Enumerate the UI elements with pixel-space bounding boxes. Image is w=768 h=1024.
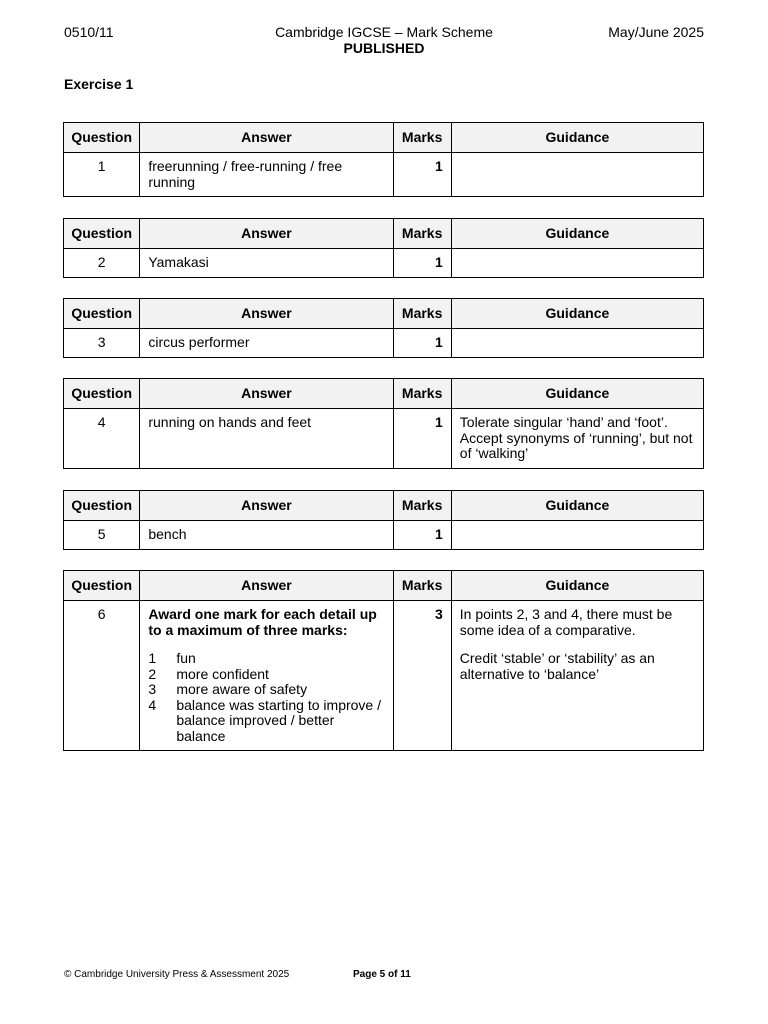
answer-cell: running on hands and feet [140, 409, 393, 469]
exercise-heading: Exercise 1 [64, 76, 134, 92]
marks-cell: 1 [393, 521, 451, 550]
marks-cell: 1 [393, 409, 451, 469]
question-table-3 [63, 298, 704, 358]
guidance-cell [451, 601, 703, 751]
point-text: fun [176, 650, 196, 666]
question-number: 2 [64, 249, 140, 278]
question-table-5 [63, 490, 704, 550]
table-header-row [64, 123, 704, 153]
list-item [148, 682, 384, 698]
col-marks-header: Marks [393, 299, 451, 329]
point-number: 1 [148, 650, 157, 666]
table-row [64, 329, 704, 358]
published-label: PUBLISHED [343, 40, 425, 56]
table-row [64, 409, 704, 469]
col-answer-header: Answer [140, 379, 393, 409]
guidance-cell [451, 153, 703, 197]
col-guidance-header: Guidance [451, 491, 703, 521]
col-answer-header: Answer [140, 219, 393, 249]
question-table-6 [63, 570, 704, 751]
table-header-row [64, 219, 704, 249]
table-header-row [64, 571, 704, 601]
page-number: Page 5 of 11 [353, 969, 411, 980]
table-row [64, 521, 704, 550]
col-question-header: Question [64, 219, 140, 249]
question-number: 5 [64, 521, 140, 550]
question-number: 6 [64, 601, 140, 751]
table-header-row [64, 379, 704, 409]
copyright-notice: © Cambridge University Press & Assessment 2025 [64, 969, 290, 980]
col-answer-header: Answer [140, 571, 393, 601]
table-row [64, 249, 704, 278]
table-header-row [64, 299, 704, 329]
guidance-text: Credit ‘stable’ or ‘stability’ as an alternative to ‘balance’ [459, 650, 655, 682]
col-answer-header: Answer [140, 299, 393, 329]
col-marks-header: Marks [393, 571, 451, 601]
col-answer-header: Answer [140, 491, 393, 521]
question-table-1 [63, 122, 704, 197]
col-question-header: Question [64, 123, 140, 153]
point-number: 4 [148, 696, 157, 713]
marks-cell: 1 [393, 329, 451, 358]
guidance-text: In points 2, 3 and 4, there must be some idea of a comparative. [459, 606, 673, 638]
marks-cell: 1 [393, 249, 451, 278]
list-item [148, 667, 384, 683]
table-header-row [64, 491, 704, 521]
col-marks-header: Marks [393, 123, 451, 153]
point-number: 3 [148, 681, 157, 697]
list-item [148, 698, 384, 745]
answer-intro: Award one mark for each detail up to a maximum of three marks: [148, 606, 377, 638]
marks-cell: 3 [393, 601, 451, 751]
col-guidance-header: Guidance [451, 219, 703, 249]
col-guidance-header: Guidance [451, 123, 703, 153]
answer-cell: circus performer [140, 329, 393, 358]
question-number: 1 [64, 153, 140, 197]
exam-session: May/June 2025 [608, 24, 704, 40]
question-number: 4 [64, 409, 140, 469]
marks-cell: 1 [393, 153, 451, 197]
col-question-header: Question [64, 379, 140, 409]
guidance-cell [451, 521, 703, 550]
answer-cell: freerunning / free-running / free running [140, 153, 393, 197]
col-marks-header: Marks [393, 219, 451, 249]
col-marks-header: Marks [393, 379, 451, 409]
title-text: Cambridge IGCSE – Mark Scheme [275, 24, 493, 40]
list-item [148, 651, 384, 667]
col-guidance-header: Guidance [451, 379, 703, 409]
point-text: more confident [176, 665, 269, 682]
guidance-cell [451, 329, 703, 358]
table-row [64, 601, 704, 751]
point-text: balance was starting to improve / balance improved / better balance [176, 696, 381, 744]
col-guidance-header: Guidance [451, 571, 703, 601]
point-number: 2 [148, 665, 157, 682]
col-answer-header: Answer [140, 123, 393, 153]
col-question-header: Question [64, 571, 140, 601]
col-guidance-header: Guidance [451, 299, 703, 329]
question-table-2 [63, 218, 704, 278]
question-table-4 [63, 378, 704, 469]
guidance-cell [451, 249, 703, 278]
table-row [64, 153, 704, 197]
question-number: 3 [64, 329, 140, 358]
answer-cell: bench [140, 521, 393, 550]
point-text: more aware of safety [176, 681, 308, 697]
answer-cell [140, 601, 393, 751]
guidance-cell: Tolerate singular ‘hand’ and ‘foot’. Accept synonyms of ‘running’, but not of ‘walking’ [451, 409, 703, 469]
exam-code: 0510/11 [64, 24, 114, 40]
answer-points-list [148, 651, 384, 744]
answer-cell: Yamakasi [140, 249, 393, 278]
col-question-header: Question [64, 299, 140, 329]
col-question-header: Question [64, 491, 140, 521]
col-marks-header: Marks [393, 491, 451, 521]
